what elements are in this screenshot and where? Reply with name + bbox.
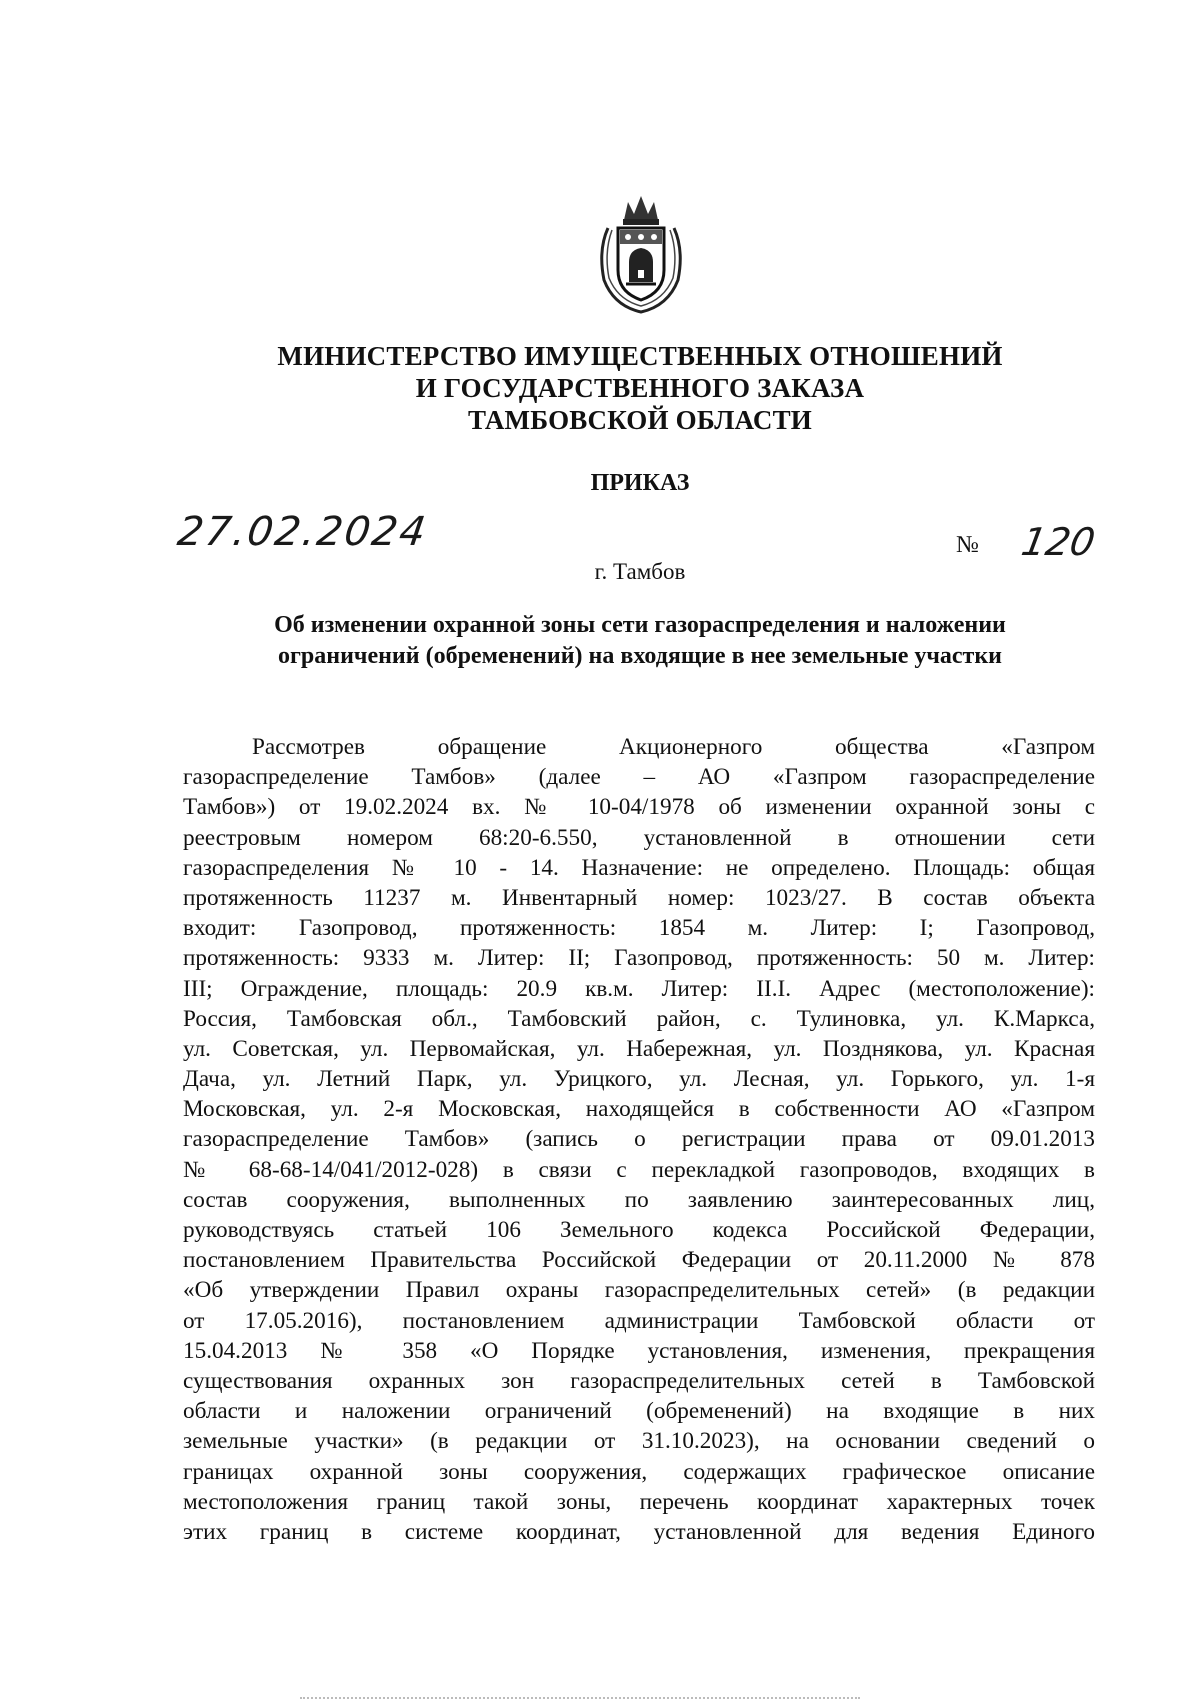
body-line: Московская, ул. 2-я Московская, находящейся в собственности АО «Газпром xyxy=(183,1096,1095,1123)
body-line: Дача, ул. Летний Парк, ул. Урицкого, ул. Лесная, ул. Горького, ул. 1-я xyxy=(183,1066,1095,1093)
body-line: от 17.05.2016), постановлением администрации Тамбовской области от xyxy=(183,1307,1095,1334)
ministry-line-2: И ГОСУДАРСТВЕННОГО ЗАКАЗА xyxy=(415,373,865,403)
document-type: ПРИКАЗ xyxy=(590,470,690,496)
body-line: постановлением Правительства Российской Федерации от 20.11.2000 № 878 xyxy=(183,1247,1095,1274)
body-line: «Об утверждении Правил охраны газораспределительных сетей» (в редакции xyxy=(183,1277,1095,1304)
ministry-line-3: ТАМБОВСКОЙ ОБЛАСТИ xyxy=(467,405,813,435)
body-line: протяженность 11237 м. Инвентарный номер: 1023/27. В состав объекта xyxy=(183,884,1095,911)
page-bottom-edge xyxy=(300,1697,860,1702)
body-line: газораспределения № 10 - 14. Назначение: не определено. Площадь: общая xyxy=(183,854,1095,881)
body-line: Россия, Тамбовская обл., Тамбовский район, с. Тулиновка, ул. К.Маркса, xyxy=(183,1005,1095,1032)
coat-of-arms-icon xyxy=(594,190,688,316)
ministry-name xyxy=(150,340,1130,436)
body-line: 15.04.2013 № 358 «О Порядке установления, изменения, прекращения xyxy=(183,1337,1095,1364)
subject-line-1: Об изменении охранной зоны сети газораспределения и наложении xyxy=(274,612,1006,638)
city: г. Тамбов xyxy=(594,559,686,584)
body-line: состав сооружения, выполненных по заявлению заинтересованных лиц, xyxy=(183,1186,1095,1213)
ministry-line-1: МИНИСТЕРСТВО ИМУЩЕСТВЕННЫХ ОТНОШЕНИЙ xyxy=(277,341,1003,371)
body-line: III; Ограждение, площадь: 20.9 кв.м. Литер: II.I. Адрес (местоположение): xyxy=(183,975,1095,1002)
body-line: земельные участки» (в редакции от 31.10.2023), на основании сведений о xyxy=(183,1428,1095,1455)
body-line: области и наложении ограничений (обременений) на входящие в них xyxy=(183,1398,1095,1425)
body-line: Тамбов») от 19.02.2024 вх. № 10-04/1978 об изменении охранной зоны с xyxy=(183,794,1095,821)
body-line: Рассмотрев обращение Акционерного общества «Газпром xyxy=(252,734,1095,760)
document-subject xyxy=(150,610,1130,672)
body-line: местоположения границ такой зоны, перечень координат характерных точек xyxy=(183,1488,1095,1515)
body-line: этих границ в системе координат, установленной для ведения Единого xyxy=(183,1518,1095,1545)
handwritten-date: 27.02.2024 xyxy=(174,509,431,555)
body-line: протяженность: 9333 м. Литер: II; Газопровод, протяженность: 50 м. Литер: xyxy=(183,945,1095,972)
body-line: ул. Советская, ул. Первомайская, ул. Набережная, ул. Позднякова, ул. Красная xyxy=(183,1035,1095,1062)
body-line: границах охранной зоны сооружения, содержащих графическое описание xyxy=(183,1458,1095,1485)
body-line: газораспределение Тамбов» (запись о регистрации права от 09.01.2013 xyxy=(183,1126,1095,1153)
body-line: реестровым номером 68:20-6.550, установленной в отношении сети xyxy=(183,824,1095,851)
body-line: руководствуясь статьей 106 Земельного кодекса Российской Федерации, xyxy=(183,1217,1095,1243)
handwritten-number: 120 xyxy=(1018,520,1099,564)
body-line: газораспределение Тамбов» (далее – АО «Газпром газораспределение xyxy=(183,764,1095,791)
body-paragraph xyxy=(183,732,1095,1547)
body-line: № 68-68-14/041/2012-028) в связи с перекладкой газопроводов, входящих в xyxy=(183,1156,1095,1183)
number-sign: № xyxy=(956,532,979,558)
body-line: существования охранных зон газораспределительных сетей в Тамбовской xyxy=(183,1367,1095,1394)
subject-line-2: ограничений (обременений) на входящие в нее земельные участки xyxy=(278,643,1002,669)
body-line: входит: Газопровод, протяженность: 1854 м. Литер: I; Газопровод, xyxy=(183,915,1095,942)
